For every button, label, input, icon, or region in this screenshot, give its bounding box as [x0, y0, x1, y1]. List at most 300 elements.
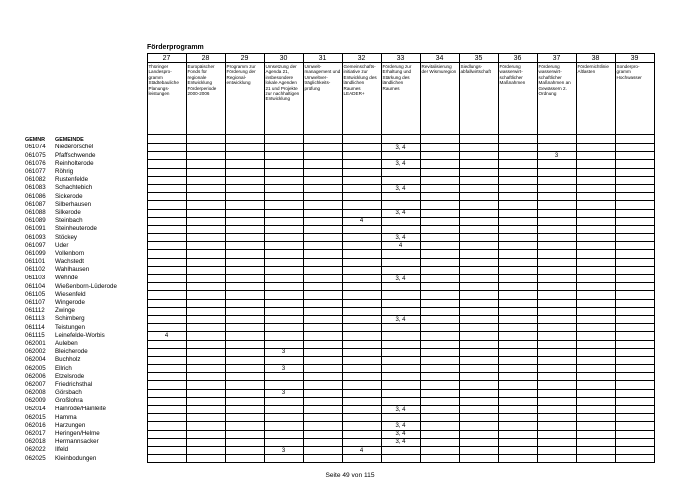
- program-cell: [459, 201, 498, 209]
- gemnr-cell: 061083: [25, 184, 46, 192]
- gemeinde-cell: Vollenborn: [55, 249, 85, 257]
- program-cell: [147, 406, 186, 414]
- program-cell: [615, 315, 654, 323]
- program-cell: [420, 176, 459, 184]
- program-cell: [498, 414, 537, 422]
- program-cell: [147, 324, 186, 332]
- program-cell: [303, 365, 342, 373]
- program-cell: [147, 315, 186, 323]
- program-cell: [420, 373, 459, 381]
- program-cell: [264, 307, 303, 315]
- program-cell: [615, 348, 654, 356]
- program-cell: [381, 193, 420, 201]
- program-cell: [537, 381, 576, 389]
- program-cell: [225, 160, 264, 168]
- program-cell: [576, 397, 615, 405]
- program-cell: [576, 201, 615, 209]
- program-cell: [186, 184, 225, 192]
- program-cell: [147, 348, 186, 356]
- program-cell: 3: [537, 152, 576, 160]
- program-cell: [264, 242, 303, 250]
- program-cell: [342, 283, 381, 291]
- program-cell: [225, 144, 264, 152]
- program-cell: [498, 234, 537, 242]
- program-cell: [459, 283, 498, 291]
- program-cell: [615, 168, 654, 176]
- program-cell: [147, 193, 186, 201]
- program-cell: [147, 144, 186, 152]
- program-number-row: [25, 54, 654, 63]
- program-cell: [576, 184, 615, 192]
- program-cell: [420, 201, 459, 209]
- program-cell: [264, 414, 303, 422]
- program-cell: [264, 160, 303, 168]
- column-header-row: [25, 135, 654, 144]
- gemeinde-cell: Uder: [55, 241, 69, 249]
- gemnr-cell: 061087: [25, 200, 46, 208]
- program-cell: [381, 176, 420, 184]
- program-cell: [342, 168, 381, 176]
- program-number: 37: [537, 54, 576, 63]
- program-cell: [186, 176, 225, 184]
- program-description: Förderung wasserwirt- schaftlicher Maßnahmen: [498, 63, 537, 135]
- program-cell: [420, 266, 459, 274]
- program-cell: [576, 283, 615, 291]
- program-cell: [576, 266, 615, 274]
- program-cell: [381, 152, 420, 160]
- program-cell: [186, 365, 225, 373]
- program-cell: [264, 430, 303, 438]
- program-cell: [537, 250, 576, 258]
- program-cell: [576, 340, 615, 348]
- program-cell: [459, 266, 498, 274]
- gemeinde-cell: Silberhausen: [55, 200, 92, 208]
- program-cell: [615, 201, 654, 209]
- program-cell: [264, 299, 303, 307]
- program-cell: [576, 168, 615, 176]
- program-cell: [264, 332, 303, 340]
- program-cell: [459, 168, 498, 176]
- program-cell: [147, 373, 186, 381]
- program-cell: [264, 209, 303, 217]
- program-cell: [342, 406, 381, 414]
- gemnr-cell: 062017: [25, 430, 46, 438]
- header-cell: [420, 135, 459, 144]
- program-cell: [342, 381, 381, 389]
- program-cell: [342, 234, 381, 242]
- program-cell: [264, 291, 303, 299]
- program-cell: [537, 397, 576, 405]
- program-cell: [537, 414, 576, 422]
- gemnr-cell: 061088: [25, 209, 46, 216]
- program-cell: [498, 168, 537, 176]
- program-cell: [381, 299, 420, 307]
- program-cell: [498, 152, 537, 160]
- program-cell: [537, 340, 576, 348]
- program-cell: [225, 168, 264, 176]
- gemnr-cell: 062008: [25, 389, 46, 397]
- program-cell: [342, 455, 381, 463]
- table-row: [25, 258, 654, 266]
- program-cell: [225, 332, 264, 340]
- funding-table: [25, 53, 655, 463]
- table-row: [25, 422, 654, 430]
- program-cell: [186, 242, 225, 250]
- program-cell: [420, 283, 459, 291]
- program-cell: [576, 299, 615, 307]
- program-cell: [381, 356, 420, 364]
- program-cell: [615, 340, 654, 348]
- program-cell: [186, 315, 225, 323]
- gemeinde-cell: Hainrode/Hainleite: [55, 405, 106, 413]
- program-cell: 4: [342, 217, 381, 225]
- program-cell: [381, 365, 420, 373]
- program-cell: [576, 332, 615, 340]
- program-cell: [459, 389, 498, 397]
- program-cell: 3, 4: [381, 160, 420, 168]
- program-cell: [576, 152, 615, 160]
- program-cell: [498, 340, 537, 348]
- program-cell: [186, 455, 225, 463]
- program-number: 30: [264, 54, 303, 63]
- program-cell: [225, 315, 264, 323]
- program-cell: [225, 324, 264, 332]
- gemnr-cell: 062001: [25, 340, 46, 347]
- program-cell: [576, 144, 615, 152]
- program-cell: [498, 176, 537, 184]
- program-cell: [459, 160, 498, 168]
- program-cell: [147, 356, 186, 364]
- program-cell: [615, 356, 654, 364]
- gemeinde-cell: Leinefelde-Worbis: [55, 331, 105, 339]
- header-cell: [615, 135, 654, 144]
- program-cell: [147, 455, 186, 463]
- gemnr-cell: 061104: [25, 282, 46, 290]
- program-cell: [342, 299, 381, 307]
- program-cell: [381, 397, 420, 405]
- program-cell: [615, 176, 654, 184]
- program-cell: [342, 209, 381, 217]
- program-cell: [225, 176, 264, 184]
- program-cell: [420, 242, 459, 250]
- program-cell: [147, 168, 186, 176]
- program-cell: [264, 225, 303, 233]
- gemnr-cell: 062007: [25, 380, 46, 388]
- table-row: [25, 397, 654, 405]
- program-cell: [225, 184, 264, 192]
- gemeinde-cell: Sickerode: [55, 192, 83, 200]
- gemeinde-cell: Wießenborn-Lüderode: [55, 282, 117, 290]
- program-cell: 3, 4: [381, 209, 420, 217]
- program-cell: [186, 299, 225, 307]
- program-cell: [615, 365, 654, 373]
- header-cell: [225, 135, 264, 144]
- program-cell: [576, 373, 615, 381]
- program-cell: [576, 193, 615, 201]
- program-cell: [342, 193, 381, 201]
- program-cell: [498, 250, 537, 258]
- program-cell: [420, 414, 459, 422]
- program-cell: [186, 201, 225, 209]
- program-cell: [186, 446, 225, 454]
- program-number: 36: [498, 54, 537, 63]
- gemeinde-cell: Wehnde: [55, 274, 78, 282]
- program-cell: [420, 168, 459, 176]
- program-cell: [225, 266, 264, 274]
- program-cell: [420, 455, 459, 463]
- program-cell: [459, 455, 498, 463]
- table-row: [25, 275, 654, 283]
- program-cell: [615, 430, 654, 438]
- program-cell: [303, 332, 342, 340]
- program-cell: [615, 209, 654, 217]
- program-cell: [342, 365, 381, 373]
- program-cell: [225, 275, 264, 283]
- program-cell: [342, 422, 381, 430]
- program-cell: [498, 201, 537, 209]
- program-cell: [264, 340, 303, 348]
- program-cell: [147, 307, 186, 315]
- program-number: 39: [615, 54, 654, 63]
- program-cell: [264, 193, 303, 201]
- gemeinde-cell: Kleinbodungen: [55, 454, 97, 462]
- program-cell: [459, 307, 498, 315]
- program-cell: [225, 381, 264, 389]
- program-cell: [303, 258, 342, 266]
- program-cell: [264, 373, 303, 381]
- program-cell: [147, 381, 186, 389]
- program-cell: [615, 381, 654, 389]
- program-cell: [459, 324, 498, 332]
- program-cell: [537, 234, 576, 242]
- program-cell: [342, 250, 381, 258]
- program-cell: [303, 283, 342, 291]
- program-cell: [225, 422, 264, 430]
- gemnr-cell: 062025: [25, 454, 46, 462]
- program-cell: [303, 209, 342, 217]
- table-row: [25, 455, 654, 463]
- program-cell: [186, 168, 225, 176]
- program-cell: [225, 152, 264, 160]
- program-cell: [225, 373, 264, 381]
- program-cell: [537, 299, 576, 307]
- table-row: [25, 446, 654, 454]
- program-cell: [459, 176, 498, 184]
- program-cell: [576, 455, 615, 463]
- program-cell: [225, 406, 264, 414]
- program-cell: [303, 266, 342, 274]
- program-number: 29: [225, 54, 264, 63]
- gemnr-cell: 061114: [25, 323, 45, 331]
- program-cell: [303, 414, 342, 422]
- program-cell: 3, 4: [381, 275, 420, 283]
- program-cell: [576, 356, 615, 364]
- program-cell: [186, 422, 225, 430]
- program-cell: [615, 225, 654, 233]
- program-cell: [381, 168, 420, 176]
- program-cell: [576, 258, 615, 266]
- program-cell: [147, 438, 186, 446]
- program-cell: [303, 406, 342, 414]
- program-cell: [615, 422, 654, 430]
- program-cell: [147, 397, 186, 405]
- table-row: [25, 414, 654, 422]
- program-number: 38: [576, 54, 615, 63]
- program-cell: [186, 275, 225, 283]
- program-cell: [303, 455, 342, 463]
- program-cell: [225, 234, 264, 242]
- program-cell: [186, 381, 225, 389]
- program-cell: [225, 389, 264, 397]
- program-cell: [303, 201, 342, 209]
- program-cell: [342, 332, 381, 340]
- gemnr-cell: 061097: [25, 241, 46, 249]
- program-cell: [147, 176, 186, 184]
- program-cell: [498, 438, 537, 446]
- program-cell: [147, 365, 186, 373]
- program-cell: [147, 217, 186, 225]
- program-cell: [459, 315, 498, 323]
- program-cell: [264, 324, 303, 332]
- table-row: [25, 356, 654, 364]
- table-row: [25, 225, 654, 233]
- program-cell: [186, 348, 225, 356]
- program-cell: [615, 250, 654, 258]
- program-cell: [186, 225, 225, 233]
- program-cell: [147, 184, 186, 192]
- program-cell: [537, 307, 576, 315]
- gemnr-cell: 061077: [25, 168, 46, 176]
- program-cell: [303, 356, 342, 364]
- program-cell: [303, 324, 342, 332]
- program-cell: [498, 299, 537, 307]
- gemeinde-cell: Etzelsrode: [55, 372, 85, 380]
- gemeinde-cell: Auleben: [55, 340, 78, 347]
- gemeinde-cell: Großlohra: [55, 397, 83, 405]
- table-row: [25, 389, 654, 397]
- program-cell: [420, 430, 459, 438]
- program-cell: [420, 299, 459, 307]
- table-row: [25, 381, 654, 389]
- program-cell: [264, 438, 303, 446]
- program-cell: [186, 152, 225, 160]
- program-cell: [576, 176, 615, 184]
- program-cell: [342, 438, 381, 446]
- program-cell: [381, 340, 420, 348]
- program-cell: [225, 225, 264, 233]
- program-cell: [420, 332, 459, 340]
- table-row: [25, 242, 654, 250]
- program-cell: [420, 356, 459, 364]
- program-cell: [186, 160, 225, 168]
- program-cell: [420, 217, 459, 225]
- program-description: Förderung zur Erhaltung und Stärkung des ländlichen Raumes: [381, 63, 420, 135]
- program-number: 32: [342, 54, 381, 63]
- program-cell: [342, 242, 381, 250]
- program-cell: [576, 209, 615, 217]
- program-description: Siedlungs- abfallwirtschaft: [459, 63, 498, 135]
- program-cell: [615, 291, 654, 299]
- table-row: [25, 332, 654, 340]
- program-cell: [303, 430, 342, 438]
- program-cell: [420, 315, 459, 323]
- table-row: [25, 209, 654, 217]
- program-cell: [303, 438, 342, 446]
- program-cell: [537, 209, 576, 217]
- program-cell: [342, 315, 381, 323]
- program-cell: [498, 291, 537, 299]
- program-cell: [537, 176, 576, 184]
- table-row: [25, 307, 654, 315]
- program-cell: [537, 201, 576, 209]
- program-cell: [225, 307, 264, 315]
- table-row: [25, 283, 654, 291]
- program-cell: [537, 332, 576, 340]
- program-cell: [576, 348, 615, 356]
- program-cell: [615, 144, 654, 152]
- program-cell: [342, 184, 381, 192]
- program-cell: [381, 332, 420, 340]
- program-cell: [225, 356, 264, 364]
- program-cell: 3: [264, 389, 303, 397]
- gemnr-cell: 061082: [25, 176, 46, 184]
- program-cell: [147, 446, 186, 454]
- program-cell: [303, 193, 342, 201]
- program-cell: [303, 340, 342, 348]
- program-cell: [576, 365, 615, 373]
- program-cell: [420, 397, 459, 405]
- program-cell: [225, 446, 264, 454]
- program-cell: [303, 291, 342, 299]
- program-cell: [615, 283, 654, 291]
- program-cell: [498, 144, 537, 152]
- program-cell: [147, 283, 186, 291]
- program-cell: [459, 291, 498, 299]
- program-description: Programm zur Förderung der Regional- entwicklung: [225, 63, 264, 135]
- program-description: Revitalisierung der Wismuregion: [420, 63, 459, 135]
- header-cell: [459, 135, 498, 144]
- program-cell: [186, 389, 225, 397]
- program-cell: [498, 193, 537, 201]
- program-cell: [498, 422, 537, 430]
- gemeinde-cell: Hermannsacker: [55, 438, 99, 446]
- program-cell: [459, 299, 498, 307]
- gemeinde-cell: Teistungen: [55, 323, 85, 331]
- program-cell: [303, 422, 342, 430]
- program-cell: [537, 144, 576, 152]
- gemnr-cell: 061093: [25, 233, 46, 241]
- program-cell: [186, 266, 225, 274]
- program-cell: [147, 209, 186, 217]
- program-cell: [615, 258, 654, 266]
- program-cell: [615, 275, 654, 283]
- program-cell: [186, 430, 225, 438]
- program-cell: [186, 283, 225, 291]
- program-cell: [615, 389, 654, 397]
- program-cell: [420, 348, 459, 356]
- program-cell: [381, 307, 420, 315]
- program-cell: [264, 381, 303, 389]
- program-cell: [303, 225, 342, 233]
- program-cell: [537, 315, 576, 323]
- program-cell: [420, 438, 459, 446]
- gemeinde-cell: Silkerode: [55, 209, 81, 216]
- program-cell: [615, 234, 654, 242]
- program-cell: [147, 201, 186, 209]
- program-cell: [342, 373, 381, 381]
- program-cell: [537, 373, 576, 381]
- program-cell: [537, 283, 576, 291]
